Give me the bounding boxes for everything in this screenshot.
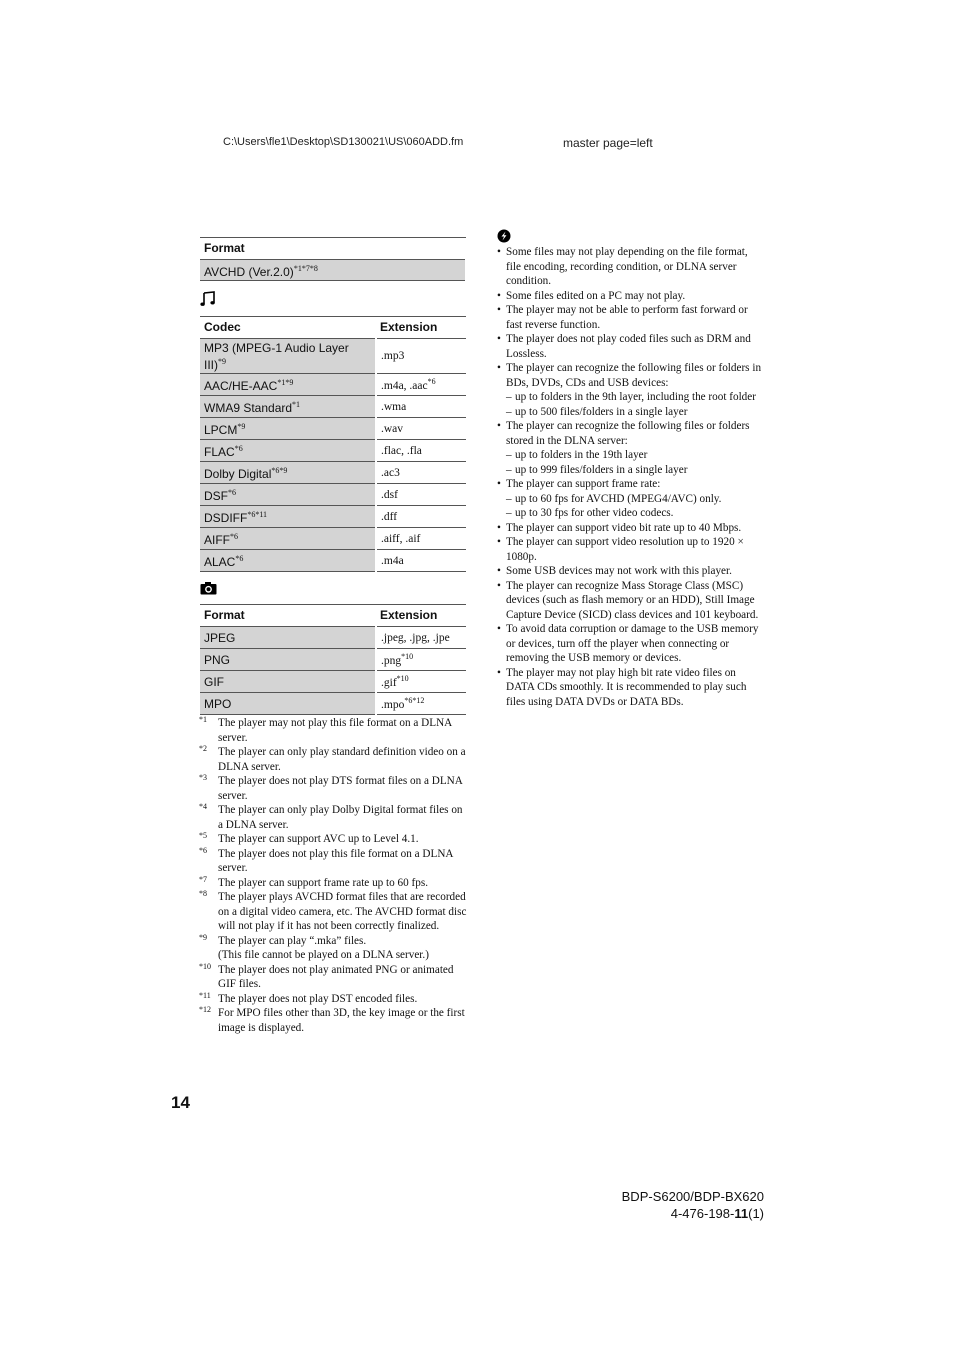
codec-name: WMA9 Standard [204, 401, 293, 415]
note-item [497, 622, 765, 666]
extension-text: .jpeg, .jpg, .jpe [381, 631, 450, 644]
footnote-text: The player does not play animated PNG or animated GIF files. [218, 963, 454, 990]
dash-marker: – [506, 391, 512, 403]
footnotes-list [199, 716, 469, 1035]
table-row [200, 462, 466, 484]
codec-cell [200, 339, 376, 374]
footnote-ref: *6 [235, 554, 244, 563]
codec-cell [200, 550, 376, 572]
extension-text: .wav [381, 422, 404, 435]
footnote-text-extra: (This file cannot be played on a DLNA server.) [218, 949, 429, 961]
table-row [200, 260, 466, 281]
footnote-mark: *12 [199, 1005, 211, 1014]
note-item [497, 332, 765, 361]
extension-cell [376, 693, 466, 715]
codec-name: LPCM [204, 423, 238, 437]
codec-name: DSF [204, 489, 228, 503]
note-text: The player can recognize Mass Storage Class (MSC) devices (such as flash memory or an HDD), Still Image Capture Device (SICD) class devices and 101 keyboard. [506, 579, 759, 621]
footnote-item [199, 992, 469, 1007]
footnote-ref: *1 [292, 400, 301, 409]
footnote-item [199, 847, 469, 876]
footnote-mark: *9 [199, 932, 207, 942]
footnote-item [199, 803, 469, 832]
photo-format-cell [200, 627, 376, 649]
note-item [497, 303, 765, 332]
photo-col-format: Format [200, 605, 376, 627]
note-sub-item [506, 463, 765, 478]
extension-cell [376, 649, 466, 671]
note-item [497, 535, 765, 564]
note-text: Some files edited on a PC may not play. [506, 289, 686, 302]
extension-text: .m4a, .aac [381, 379, 428, 392]
extension-cell [376, 462, 466, 484]
note-item [497, 666, 765, 710]
footnote-mark: *5 [199, 831, 207, 840]
table-row [200, 528, 466, 550]
photo-col-extension: Extension [376, 605, 466, 627]
codec-cell [200, 374, 376, 396]
extension-cell [376, 627, 466, 649]
footnote-mark: *4 [199, 802, 207, 811]
footnote-ref: *6 [234, 444, 243, 453]
extension-cell [376, 550, 466, 572]
footnote-item [199, 876, 469, 891]
format-name: GIF [204, 674, 224, 689]
table-row [200, 627, 466, 649]
music-note-icon [200, 291, 216, 307]
footnote-ref: *9 [237, 422, 246, 431]
footnote-text: The player can support AVC up to Level 4.1. [218, 833, 419, 845]
codec-name: Dolby Digital [204, 467, 272, 481]
footnote-text: The player can support frame rate up to 60 fps. [218, 876, 429, 889]
extension-cell [376, 396, 466, 418]
note-sub-item [506, 405, 765, 420]
footer-code-bold: 11 [734, 1206, 749, 1221]
codec-cell [200, 396, 376, 418]
extension-text: .dsf [381, 488, 398, 501]
footnote-text: For MPO files other than 3D, the key image or the first image is displayed. [218, 1007, 465, 1034]
note-sub-text: up to 500 files/folders in a single layer [515, 405, 688, 418]
footnote-mark: *1 [199, 715, 207, 724]
audio-codec-table [200, 316, 466, 572]
footnote-item [199, 745, 469, 774]
footnote-mark: *8 [199, 889, 207, 898]
note-text: The player can support frame rate: [506, 478, 661, 490]
note-text: To avoid data corruption or damage to the USB memory or devices, turn off the player when connecting or removing the USB memory or devices. [506, 623, 759, 664]
format-name: PNG [204, 652, 231, 667]
note-text: The player can recognize the following files or folders in BDs, DVDs, CDs and USB devices: [506, 362, 762, 389]
photo-format-cell [200, 671, 376, 693]
format-name: MPO [204, 696, 232, 711]
table-row [200, 484, 466, 506]
footnote-ref: *1*9 [277, 378, 294, 387]
codec-name: DSDIFF [204, 511, 248, 525]
note-sub-item [506, 390, 765, 405]
footnote-mark: *2 [199, 744, 207, 753]
footnote-ref: *9 [218, 356, 226, 366]
codec-cell [200, 462, 376, 484]
footnote-text: The player may not play this file format on a DLNA server. [218, 717, 452, 744]
codec-cell [200, 528, 376, 550]
codec-name: MP3 (MPEG-1 Audio Layer III) [204, 340, 349, 372]
extension-cell [376, 506, 466, 528]
footnote-mark: *7 [199, 874, 207, 884]
footnote-ref: *10 [401, 652, 414, 662]
extension-cell [376, 418, 466, 440]
footnote-ref: *6*12 [404, 696, 425, 706]
video-format-cell [200, 260, 466, 281]
footnote-item [199, 1006, 469, 1035]
extension-text: .flac, .fla [381, 444, 422, 457]
note-text: The player can recognize the following files or folders stored in the DLNA server: [506, 420, 750, 447]
extension-text: .png [381, 654, 402, 667]
table-row [200, 693, 466, 715]
note-sub-item [506, 492, 765, 507]
footnote-item [199, 716, 469, 745]
table-row [200, 550, 466, 572]
note-item [497, 245, 765, 289]
footnote-mark: *6 [199, 845, 207, 855]
extension-text: .m4a [381, 554, 404, 567]
note-item [497, 419, 765, 477]
footnote-item [199, 832, 469, 847]
note-text: The player may not play high bit rate video files on DATA CDs smoothly. It is recommended to play such files using DATA DVDs or DATA BDs. [506, 666, 747, 708]
dash-marker: – [506, 405, 512, 418]
dash-marker: – [506, 492, 512, 505]
table-row [200, 649, 466, 671]
extension-text: .aiff, .aif [381, 532, 421, 545]
dash-marker: – [506, 507, 512, 519]
header-file-path: C:\Users\fle1\Desktop\SD130021\US\060ADD.fm [223, 136, 464, 148]
extension-cell [376, 484, 466, 506]
table-row [200, 671, 466, 693]
note-sub-text: up to 30 fps for other video codecs. [515, 507, 674, 519]
video-format-table [200, 237, 467, 281]
page-number: 14 [171, 1093, 190, 1112]
footnote-text: The player does not play DTS format files on a DLNA server. [218, 775, 463, 802]
format-name: JPEG [204, 630, 236, 645]
photo-format-cell [200, 649, 376, 671]
extension-cell [376, 671, 466, 693]
extension-text: .ac3 [381, 466, 400, 479]
audio-col-extension: Extension [376, 317, 466, 339]
codec-name: AIFF [204, 533, 230, 547]
footer-code-suffix: (1) [748, 1206, 764, 1221]
codec-name: AAC/HE-AAC [204, 379, 278, 393]
table-row [200, 396, 466, 418]
footnote-text: The player plays AVCHD format files that are recorded on a digital video camera, etc. The AVCHD format disc will not play if it has not been correctly finalized. [218, 891, 467, 932]
table-row [200, 506, 466, 528]
photo-format-table [200, 604, 466, 715]
table-row [200, 339, 466, 374]
footnote-text: The player does not play DST encoded files. [218, 992, 418, 1005]
note-icon [497, 229, 511, 243]
camera-icon [200, 581, 217, 595]
codec-cell [200, 418, 376, 440]
note-sub-item [506, 448, 765, 463]
footnote-text: The player does not play this file format on a DLNA server. [218, 847, 453, 874]
footnote-ref: *6 [427, 377, 436, 387]
note-text: The player may not be able to perform fast forward or fast reverse function. [506, 304, 748, 331]
extension-text: .mpo [381, 698, 405, 711]
photo-format-cell [200, 693, 376, 715]
table-row [200, 418, 466, 440]
footnote-mark: *3 [199, 773, 207, 782]
footnote-text: The player can only play Dolby Digital format files on a DLNA server. [218, 804, 463, 831]
footnote-text: The player can only play standard definition video on a DLNA server. [218, 746, 466, 773]
note-sub-text: up to 60 fps for AVCHD (MPEG4/AVC) only. [515, 492, 722, 505]
footnote-ref: *6 [230, 532, 238, 541]
dash-marker: – [506, 449, 512, 461]
footnote-ref: *6 [228, 488, 236, 497]
note-sub-item [506, 506, 765, 521]
footnote-mark: *11 [199, 990, 211, 1000]
note-text: The player can support video resolution up to 1920 × 1080p. [506, 536, 744, 563]
footnote-ref: *1*7*8 [293, 263, 318, 273]
header-master-page: master page=left [563, 136, 653, 150]
dash-marker: – [506, 463, 512, 476]
note-item [497, 579, 765, 623]
audio-col-codec: Codec [200, 317, 376, 339]
codec-cell [200, 440, 376, 462]
note-text: The player does not play coded files such as DRM and Lossless. [506, 333, 751, 360]
extension-text: .wma [381, 400, 407, 413]
notes-list [497, 245, 765, 709]
extension-text: .mp3 [381, 350, 405, 362]
extension-text: .gif [381, 676, 397, 689]
note-text: Some files may not play depending on the file format, file encoding, recording condition, or DLNA server condition. [506, 246, 748, 287]
footer-code-prefix: 4-476-198- [670, 1206, 735, 1221]
extension-text: .dff [381, 510, 398, 523]
note-item [497, 477, 765, 521]
footnote-text: The player can play “.mka” files. [218, 934, 367, 947]
footnote-ref: *10 [396, 674, 409, 684]
note-sub-text: up to 999 files/folders in a single layer [515, 463, 688, 476]
footnote-item [199, 963, 469, 992]
table-row [200, 440, 466, 462]
codec-name: ALAC [204, 555, 236, 569]
footnote-item [199, 774, 469, 803]
note-text: The player can support video bit rate up to 40 Mbps. [506, 521, 742, 534]
note-item [497, 521, 765, 536]
codec-name: FLAC [204, 445, 235, 459]
footnote-ref: *6*9 [271, 466, 288, 475]
footer-model: BDP-S6200/BDP-BX620 [621, 1189, 764, 1204]
footer-code [671, 1206, 764, 1221]
note-sub-text: up to folders in the 9th layer, including the root folder [515, 391, 756, 403]
format-name: AVCHD (Ver.2.0) [204, 264, 294, 279]
footnote-mark: *10 [199, 961, 211, 971]
extension-cell [376, 440, 466, 462]
codec-cell [200, 484, 376, 506]
note-item [497, 289, 765, 304]
footnote-ref: *6*11 [247, 510, 268, 519]
codec-cell [200, 506, 376, 528]
extension-cell [376, 528, 466, 550]
footnote-item [199, 934, 469, 963]
footnote-item [199, 890, 469, 934]
video-table-header: Format [200, 238, 466, 260]
extension-cell [376, 339, 466, 374]
note-item [497, 361, 765, 419]
note-text: Some USB devices may not work with this player. [506, 565, 732, 577]
extension-cell [376, 374, 466, 396]
table-row [200, 374, 466, 396]
note-item [497, 564, 765, 579]
note-sub-text: up to folders in the 19th layer [515, 449, 648, 461]
